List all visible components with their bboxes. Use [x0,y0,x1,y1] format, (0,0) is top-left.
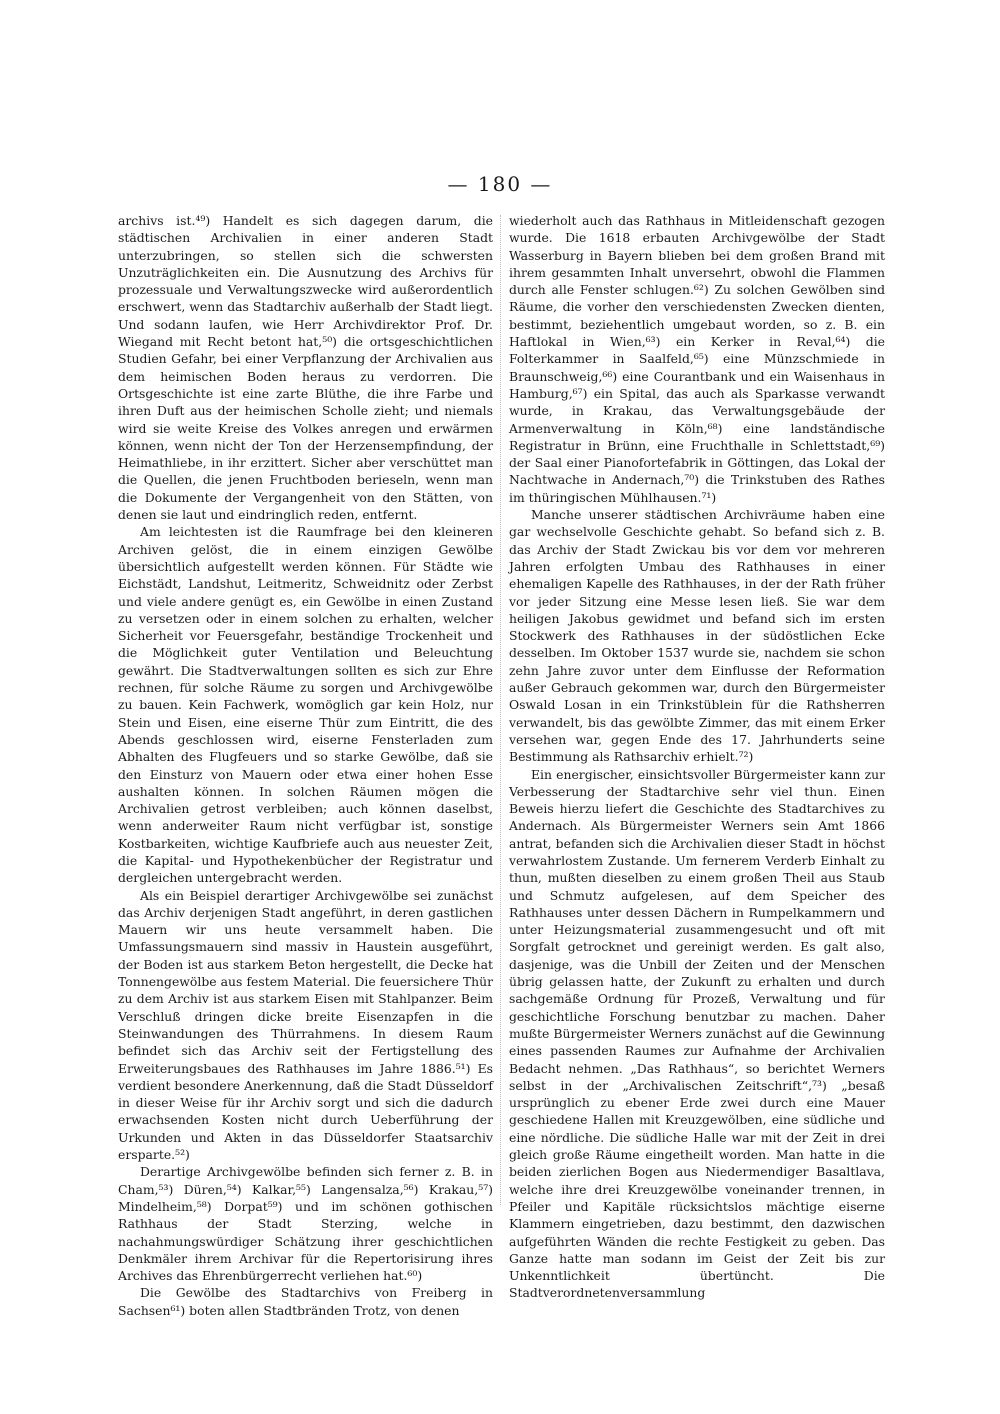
paragraph: archivs ist.⁴⁹) Handelt es sich dagegen darum, die städtischen Archivalien in einer anderen Stadt unterzubringen, so stellen sich die schwersten Unzuträglichkeiten ein. Die Ausnutzung des Archivs für prozessuale und Verwaltungszwecke wird außerordentlich erschwert, wenn das Stadtarchiv außerhalb der Stadt liegt. Und sodann laufen, wie Herr Archivdirektor Prof. Dr. Wiegand mit Recht betont hat,⁵⁰) die ortsgeschichtlichen Studien Gefahr, bei einer Verpflanzung der Archivalien aus dem heimischen Boden heraus zu verdorren. Die Ortsgeschichte ist eine zarte Blüthe, die ihre Farbe und ihren Duft aus der heimischen Scholle zieht; und niemals wird sie weite Kreise des Volkes anregen und erwärmen können, wenn nicht der Ton der Herzensempfindung, der Heimathliebe, in ihr erzittert. Sicher aber verschüttet man die Quellen, die jenen Fruchtboden berieseln, wenn man die Dokumente der Vergangenheit von den Stätten, von denen sie laut und eindringlich reden, entfernt. [118,213,493,523]
page-number: — 180 — [447,172,553,196]
left-column [118,212,493,1319]
paragraph: Als ein Beispiel derartiger Archivgewölbe sei zunächst das Archiv derjenigen Stadt angeführt, in deren gastlichen Mauern wir uns heute versammelt haben. Die Umfassungsmauern sind massiv in Haustein ausgeführt, der Boden ist aus starkem Beton hergestellt, die Decke hat Tonnengewölbe aus festem Material. Die feuersichere Thür zu dem Archiv ist aus starkem Eisen mit Stahlpanzer. Beim Verschluß dringen dicke breite Eisenzapfen in die Steinwandungen des Thürrahmens. In diesem Raum befindet sich das Archiv seit der Fertigstellung des Erweiterungsbaues des Rathhauses im Jahre 1886.⁵¹) Es verdient besondere Anerkennung, daß die Stadt Düsseldorf in dieser Weise für ihr Archiv sorgt und sich die dadurch erwachsenden Kosten nicht durch Ueberführung der Urkunden und Akten in das Düsseldorfer Staatsarchiv ersparte.⁵²) [118,887,493,1163]
paragraph: Derartige Archivgewölbe befinden sich ferner z. B. in Cham,⁵³) Düren,⁵⁴) Kalkar,⁵⁵) Langensalza,⁵⁶) Krakau,⁵⁷) Mindelheim,⁵⁸) Dorpat⁵⁹) und im schönen gothischen Rathhaus der Stadt Sterzing, welche in nachahmungswürdiger Schätzung ihrer geschichtlichen Denkmäler ihrem Archivar für die Repertorisirung ihres Archives das Ehrenbürgerrecht verliehen hat.⁶⁰) [118,1164,493,1284]
paragraph: Am leichtesten ist die Raumfrage bei den kleineren Archiven gelöst, die in einem einzigen Gewölbe übersichtlich aufgestellt werden können. Für Städte wie Eichstädt, Landshut, Leitmeritz, Schweidnitz oder Zerbst und viele andere genügt es, ein Gewölbe in einen Zustand zu versetzen oder in einem solchen zu erhalten, welcher Sicherheit vor Feuersgefahr, beständige Trockenheit und die Möglichkeit guter Ventilation und Beleuchtung gewährt. Die Stadtverwaltungen sollten es sich zur Ehre rechnen, für solche Räume zu sorgen und Archivgewölbe zu bauen. Kein Fachwerk, womöglich gar kein Holz, nur Stein und Eisen, eine eiserne Thür zum Eintritt, die des Abends geschlossen wird, eiserne Fensterladen zum Abhalten des Flugfeuers und so starke Gewölbe, daß sie den Einsturz von Mauern oder etwa einer hohen Esse aushalten können. In solchen Räumen mögen die Archivalien getrost verbleiben; auch können daselbst, wenn anderweiter Raum nicht verfügbar ist, sonstige Kostbarkeiten, wichtige Kaufbriefe auch aus neuester Zeit, die Kapital- und Hypothekenbücher der Registratur und dergleichen untergebracht werden. [118,524,493,886]
right-column [509,212,885,1302]
paragraph: Die Gewölbe des Stadtarchivs von Freiberg in Sachsen⁶¹) boten allen Stadtbränden Trotz, von denen [118,1285,493,1318]
paragraph: Ein energischer, einsichtsvoller Bürgermeister kann zur Verbesserung der Stadtarchive sehr viel thun. Einen Beweis hierzu liefert die Geschichte des Stadtarchives zu Andernach. Als Bürgermeister Werners sein Amt 1866 antrat, befanden sich die Archivalien dieser Stadt in höchst verwahrlostem Zustande. Um fernerem Verderb Einhalt zu thun, mußten dieselben zu einem großen Theil aus Staub und Schmutz aufgelesen, auf dem Speicher des Rathhauses unter dessen Dächern in Rumpelkammern und unter Heizungsmaterial zusammengesucht und oft mit Sorgfalt getrocknet und gereinigt werden. Es galt also, dasjenige, was die Unbill der Zeiten und der Menschen übrig gelassen hatte, der Zukunft zu erhalten und durch sachgemäße Ordnung für Prozeß, Verwaltung und für geschichtliche Forschung benutzbar zu machen. Daher mußte Bürgermeister Werners zunächst auf die Gewinnung eines passenden Raumes zur Aufnahme der Archivalien Bedacht nehmen. „Das Rathhaus“, so berichtet Werners selbst in der „Archivalischen Zeitschrift“,⁷³) „besaß ursprünglich zu ebener Erde zwei durch eine Mauer geschiedene Hallen mit Kreuzgewölben, eine südliche und eine nördliche. Die südliche Halle war mit der Zeit in drei gleich große Räume eingetheilt worden. Man hatte in die beiden zierlichen Bogen aus Niedermendiger Basaltlava, welche ihre drei Kreuzgewölbe voneinander trennen, in Pfeiler und Kapitäle rücksichtslos mächtige eiserne Klammern eingetrieben, dazu bestimmt, den dazwischen aufgeführten Wänden die rechte Festigkeit zu geben. Das Ganze hatte man sodann im Geist der Zeit bis zur Unkenntlichkeit übertüncht. Die Stadtverordnetenversammlung [509,766,885,1301]
column-divider [500,215,501,1205]
paragraph: wiederholt auch das Rathhaus in Mitleidenschaft gezogen wurde. Die 1618 erbauten Archivgewölbe der Stadt Wasserburg in Bayern blieben bei dem großen Brand mit ihrem gesammten Inhalt unversehrt, obwohl die Flammen durch alle Fenster schlugen.⁶²) Zu solchen Gewölben sind Räume, die vorher den verschiedensten Zwecken dienten, bestimmt, beziehentlich umgebaut worden, so z. B. ein Haftlokal in Wien,⁶³) ein Kerker in Reval,⁶⁴) die Folterkammer in Saalfeld,⁶⁵) eine Münzschmiede in Braunschweig,⁶⁶) eine Courantbank und ein Waisenhaus in Hamburg,⁶⁷) ein Spital, das auch als Sparkasse verwandt wurde, in Krakau, das Verwaltungsgebäude der Armenverwaltung in Köln,⁶⁸) eine landständische Registratur in Brünn, eine Fruchthalle in Schlettstadt,⁶⁹) der Saal einer Pianofortefabrik in Göttingen, das Lokal der Nachtwache in Andernach,⁷⁰) die Trinkstuben des Rathes im thüringischen Mühlhausen.⁷¹) [509,213,885,505]
paragraph: Manche unserer städtischen Archivräume haben eine gar wechselvolle Geschichte gehabt. So befand sich z. B. das Archiv der Stadt Zwickau bis vor dem vor mehreren Jahren erfolgten Umbau des Rathhauses in einer ehemaligen Kapelle des Rathhauses, in der der Rath früher vor jeder Sitzung eine Messe lesen ließ. Sie war dem heiligen Jakobus gewidmet und befand sich im ersten Stockwerk des Rathhauses in der südöstlichen Ecke desselben. Im Oktober 1537 wurde sie, nachdem sie schon zehn Jahre zuvor unter dem Einflusse der Reformation außer Gebrauch gekommen war, durch den Bürgermeister Oswald Losan in ein Trinkstüblein für die Rathsherren verwandelt, bis das gewölbte Zimmer, das mit einem Erker versehen war, gegen Ende des 17. Jahrhunderts seine Bestimmung als Rathsarchiv erhielt.⁷²) [509,507,885,765]
